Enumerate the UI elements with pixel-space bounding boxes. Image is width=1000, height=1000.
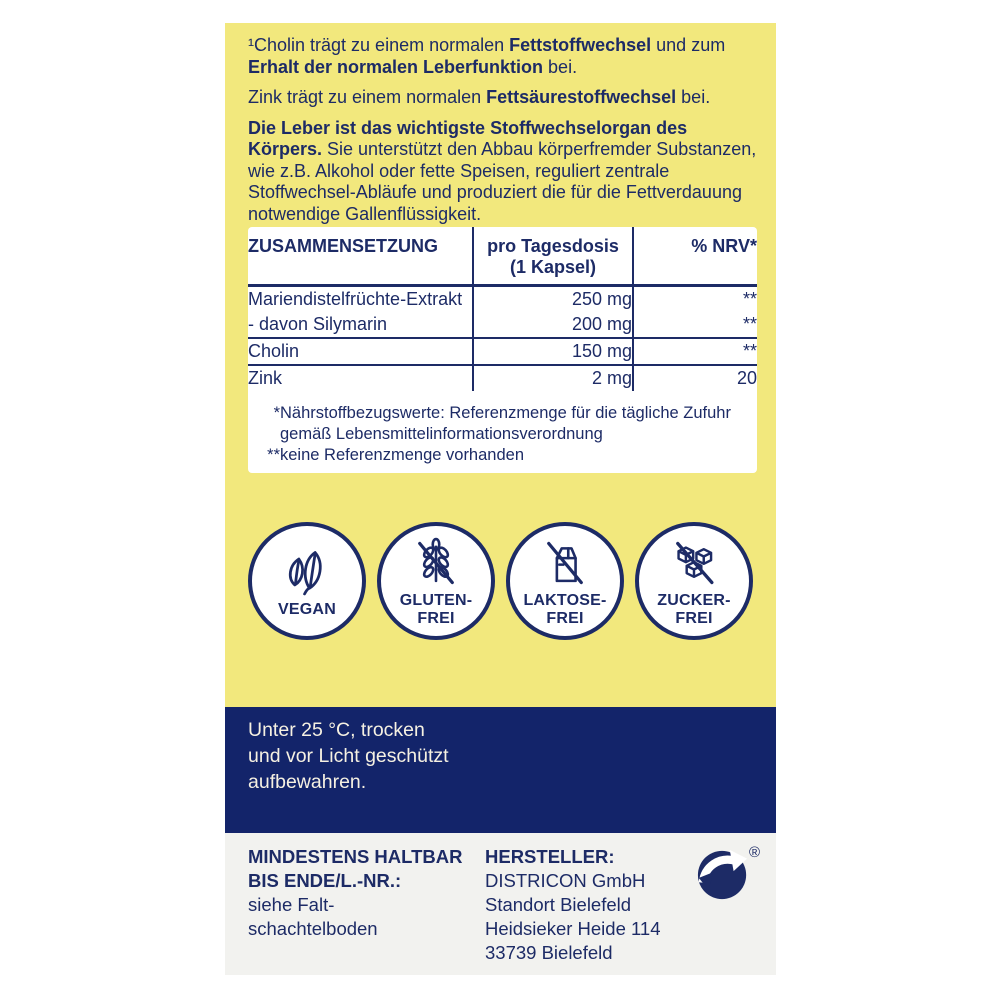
footnote-no-reference: ** keine Referenzmenge vorhanden bbox=[267, 446, 524, 464]
header-zusammensetzung: ZUSAMMENSETZUNG bbox=[248, 227, 473, 286]
claim-zink: Zink trägt zu einem normalen Fettsäurestoffwechsel bei. bbox=[248, 87, 711, 107]
badge-label: GLUTEN- FREI bbox=[399, 591, 473, 627]
ingredient-amount: 250 mg bbox=[473, 286, 633, 313]
composition-header-row bbox=[248, 227, 757, 286]
sugar-cubes-crossed-icon bbox=[668, 537, 720, 589]
claim-cholin-text: ¹Cholin trägt zu einem normalen bbox=[248, 35, 510, 55]
best-before-block: MINDESTENS HALTBAR BIS ENDE/L.-NR.: siehe Falt- schachtelboden bbox=[248, 846, 463, 939]
table-row-zink bbox=[248, 365, 757, 391]
badge-glutenfrei bbox=[377, 522, 495, 640]
ingredient-nrv: 20 bbox=[633, 365, 757, 391]
manufacturer-block: HERSTELLER: DISTRICON GmbH Standort Bielefeld Heidsieker Heide 114 33739 Bielefeld bbox=[485, 846, 661, 963]
free-from-badges bbox=[248, 522, 753, 640]
storage-text: Unter 25 °C, trocken und vor Licht geschützt aufbewahren. bbox=[248, 719, 449, 793]
ingredient-name: Mariendistelfrüchte-Extrakt bbox=[248, 289, 463, 309]
composition-panel bbox=[248, 227, 757, 473]
ingredient-name: Cholin bbox=[248, 338, 473, 365]
header-tagesdosis: pro Tagesdosis (1 Kapsel) bbox=[473, 227, 633, 286]
footnote-nrv: * Nährstoffbezugswerte: Referenzmenge für die tägliche Zufuhr gemäß Lebensmittelinformationsverordnung bbox=[273, 404, 731, 443]
green-dot-recycling-icon bbox=[696, 846, 760, 906]
ingredient-nrv: ** bbox=[633, 338, 757, 365]
table-footnotes bbox=[254, 403, 747, 466]
leaves-icon bbox=[281, 546, 333, 598]
table-row-cholin bbox=[248, 338, 757, 365]
badge-label: VEGAN bbox=[278, 600, 336, 618]
package-back-panel bbox=[225, 23, 776, 975]
badge-label: LAKTOSE- FREI bbox=[523, 591, 607, 627]
storage-instructions-band bbox=[225, 707, 776, 833]
health-claims bbox=[248, 35, 760, 234]
wheat-crossed-icon bbox=[410, 537, 462, 589]
table-row-silymarin bbox=[248, 312, 757, 338]
claims-section bbox=[225, 23, 776, 707]
ingredient-nrv: ** bbox=[633, 312, 757, 338]
liver-info-text: Die Leber ist das wichtigste Stoffwechselorgan des Körpers. Sie unterstützt den Abbau körperfremder Substanzen, wie z.B. Alkohol oder fette Speisen, reguliert zentrale Stoffwechsel-Abläufe und produziert die für die Fettverdauung notwendige Gallenflüssigkeit. bbox=[248, 117, 757, 224]
ingredient-amount: 200 mg bbox=[473, 312, 633, 338]
footer-section bbox=[225, 833, 776, 975]
ingredient-amount: 2 mg bbox=[473, 365, 633, 391]
badge-laktosefrei bbox=[506, 522, 624, 640]
ingredient-nrv: ** bbox=[633, 286, 757, 313]
ingredient-name: - davon Silymarin bbox=[248, 312, 473, 338]
milk-carton-crossed-icon bbox=[539, 537, 591, 589]
badge-vegan bbox=[248, 522, 366, 640]
ingredient-name: Zink bbox=[248, 368, 283, 388]
table-row-mariendistel bbox=[248, 286, 757, 313]
composition-table bbox=[248, 227, 757, 391]
badge-zuckerfrei bbox=[635, 522, 753, 640]
badge-label: ZUCKER- FREI bbox=[657, 591, 731, 627]
claim-cholin: ¹Cholin trägt zu einem normalen Fettstoffwechsel und zum Erhalt der normalen Leberfunktion bei. bbox=[248, 35, 726, 77]
registered-trademark-symbol: ® bbox=[748, 844, 760, 861]
header-nrv: % NRV* bbox=[633, 227, 757, 286]
ingredient-amount: 150 mg bbox=[473, 338, 633, 365]
